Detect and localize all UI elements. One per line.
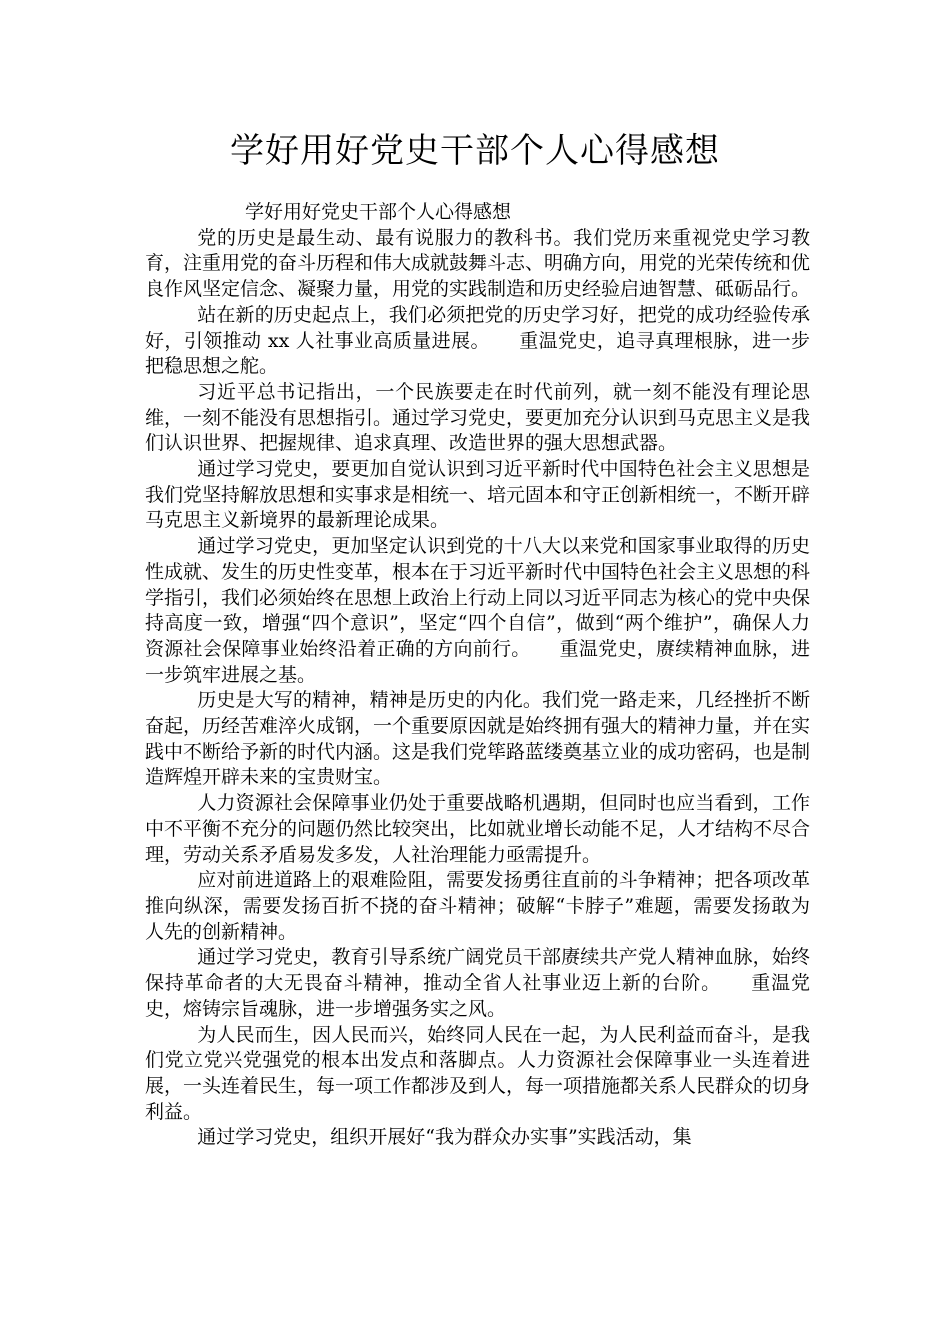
paragraph: 应对前进道路上的艰难险阻，需要发扬勇往直前的斗争精神；把各项改革推向纵深，需要发扬百折不挠的奋斗精神；破解“卡脖子”难题，需要发扬敢为人先的创新精神。	[145, 869, 810, 943]
paragraph: 通过学习党史，要更加自觉认识到习近平新时代中国特色社会主义思想是我们党坚持解放思想和实事求是相统一、培元固本和守正创新相统一，不断开辟马克思主义新境界的最新理论成果。	[145, 458, 811, 532]
document-body	[145, 200, 810, 1151]
paragraph: 站在新的历史起点上，我们必须把党的历史学习好，把党的成功经验传承好，引领推动 xx 人社事业高质量进展。 重温党史，追寻真理根脉，进一步把稳思想之舵。	[145, 303, 810, 378]
paragraph: 党的历史是最生动、最有说服力的教科书。我们党历来重视党史学习教育，注重用党的奋斗历程和伟大成就鼓舞斗志、明确方向，用党的光荣传统和优良作风坚定信念、凝聚力量，用党的实践制造和历史经验启迪智慧、砥砺品行。	[145, 226, 811, 301]
paragraph: 通过学习党史，组织开展好“我为群众办实事”实践活动，集	[197, 1126, 692, 1149]
paragraph: 为人民而生，因人民而兴，始终同人民在一起，为人民利益而奋斗，是我们党立党兴党强党的根本出发点和落脚点。人力资源社会保障事业一头连着进展，一头连着民生，每一项工作都涉及到人，每一项措施都关系人民群众的切身利益。	[145, 1023, 811, 1123]
paragraph: 通过学习党史，教育引导系统广阔党员干部赓续共产党人精神血脉，始终保持革命者的大无畏奋斗精神，推动全省人社事业迈上新的台阶。 重温党史，熔铸宗旨魂脉，进一步增强务实之风。	[145, 946, 810, 1020]
paragraph: 习近平总书记指出，一个民族要走在时代前列，就一刻不能没有理论思维，一刻不能没有思想指引。通过学习党史，要更加充分认识到马克思主义是我们认识世界、把握规律、追求真理、改造世界的强大思想武器。	[145, 380, 811, 455]
paragraph: 历史是大写的精神，精神是历史的内化。我们党一路走来，几经挫折不断奋起，历经苦难淬火成钢，一个重要原因就是始终拥有强大的精神力量，并在实践中不断给予新的时代内涵。这是我们党筚路蓝缕奠基立业的成功密码，也是制造辉煌开辟未来的宝贵财宝。	[145, 689, 811, 789]
paragraph: 通过学习党史，更加坚定认识到党的十八大以来党和国家事业取得的历史性成就、发生的历史性变革，根本在于习近平新时代中国特色社会主义思想的科学指引，我们必须始终在思想上政治上行动上同以习近平同志为核心的党中央保持高度一致，增强“四个意识”，坚定“四个自信”，做到“两个维护”，确保人力资源社会保障事业始终沿着正确的方向前行。 重温党史，赓续精神血脉，进一步筑牢进展之基。	[145, 535, 811, 686]
page-title: 学好用好党史干部个人心得感想	[230, 131, 720, 171]
paragraph: 人力资源社会保障事业仍处于重要战略机遇期，但同时也应当看到，工作中不平衡不充分的问题仍然比较突出，比如就业增长动能不足，人才结构不尽合理，劳动关系矛盾易发多发，人社治理能力亟需提升。	[145, 792, 811, 866]
document-subtitle: 学好用好党史干部个人心得感想	[245, 201, 512, 223]
